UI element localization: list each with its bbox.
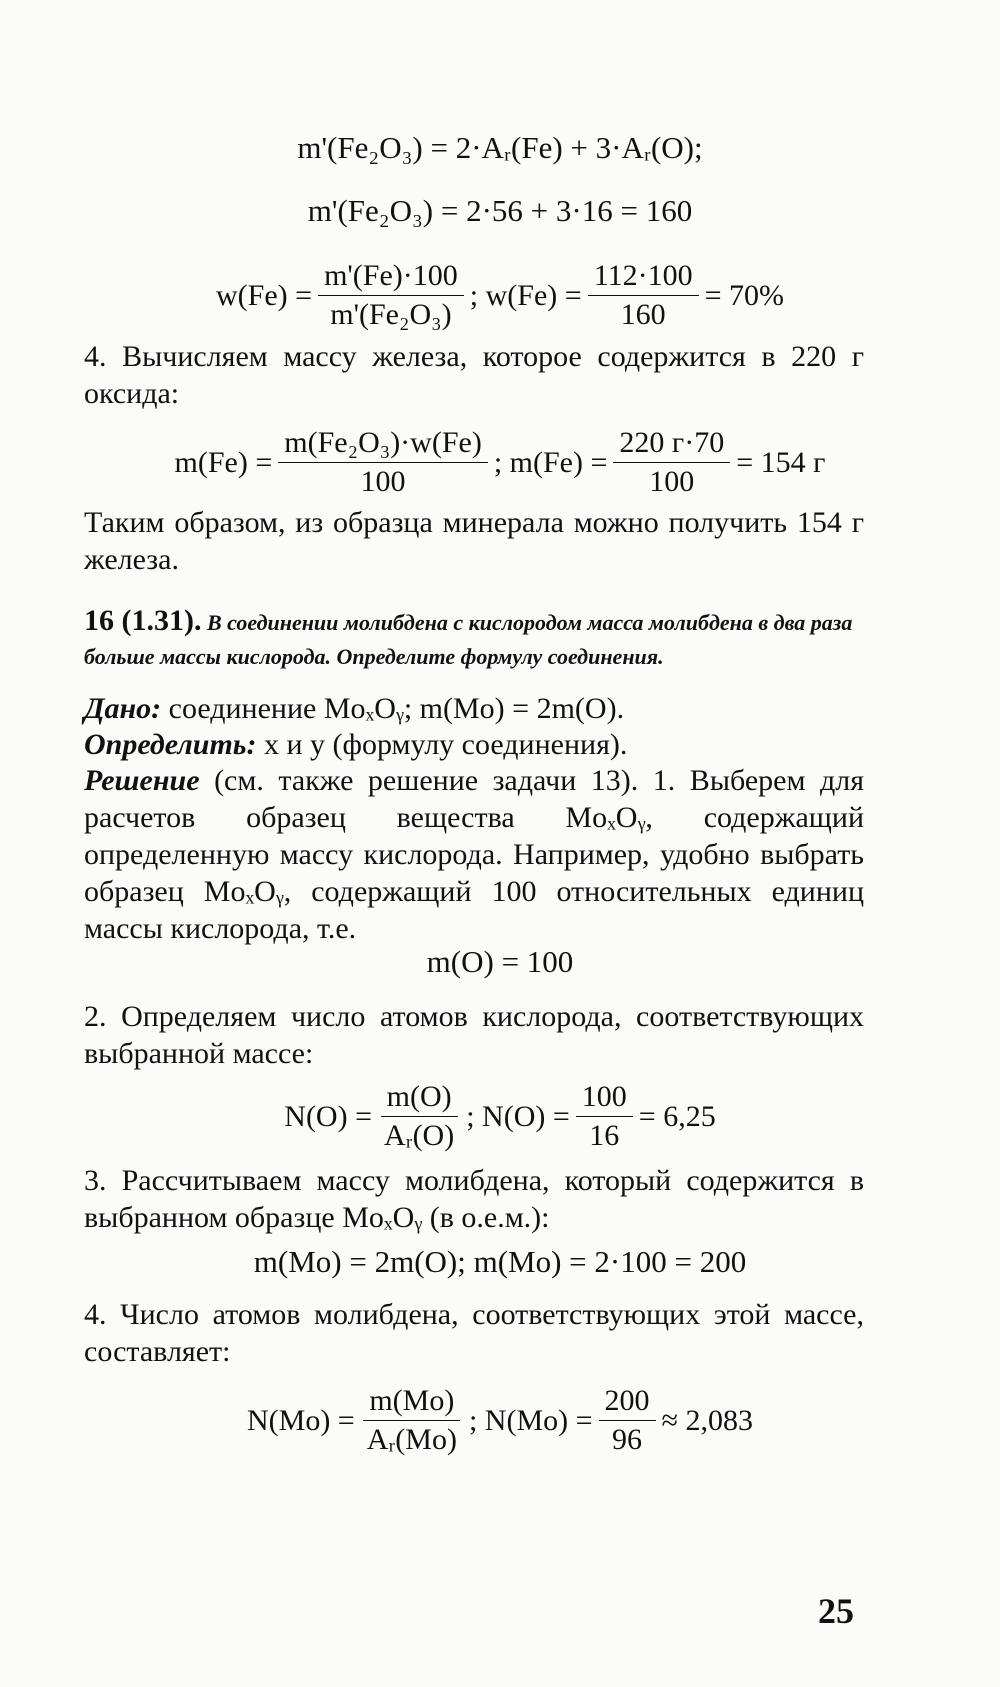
n-mo-mid: ; N(Mo) =: [468, 1403, 593, 1437]
equation-n-mo: [0, 1382, 1000, 1459]
w-fe-denominator-values: 160: [620, 298, 666, 331]
w-fe-fraction-values: [588, 257, 699, 334]
given-label: Дано:: [84, 692, 162, 725]
task-statement: В соединении молибдена с кислородом масса молибдена в два раза больше массы кислорода. Определите формулу соединения.: [84, 610, 853, 669]
n-o-mid: ; N(O) =: [466, 1099, 570, 1133]
equation-n-o: [0, 1078, 1000, 1155]
w-fe-lhs: w(Fe) =: [215, 278, 313, 312]
find-text: x и y (формулу соединения).: [264, 728, 628, 761]
m-fe-mid: ; m(Fe) =: [493, 445, 608, 479]
given-text: соединение MoₓOᵧ; m(Mo) = 2m(O).: [168, 692, 625, 725]
paragraph-step4-mo: 4. Число атомов молибдена, соответствующих этой массе, составляет:: [84, 1298, 864, 1368]
n-mo-fraction-values: [599, 1382, 656, 1459]
w-fe-result: = 70%: [704, 278, 784, 312]
n-o-numerator: m(O): [381, 1078, 458, 1117]
w-fe-fraction: [318, 257, 464, 334]
m-fe-numerator-values: 220 г·70: [613, 424, 730, 463]
m-fe-fraction-values: [613, 424, 730, 501]
n-o-numerator-values: 100: [576, 1078, 633, 1117]
w-fe-denominator: m'(Fe₂O₃): [330, 298, 452, 331]
n-o-fraction-values: [576, 1078, 633, 1155]
w-fe-mid: ; w(Fe) =: [469, 278, 582, 312]
n-mo-denominator-values: 96: [612, 1423, 643, 1456]
equation-m-o: m(O) = 100: [426, 944, 574, 979]
m-fe-denominator: 100: [360, 465, 406, 498]
task-number: 16 (1.31).: [84, 604, 202, 637]
m-fe-lhs: m(Fe) =: [174, 445, 273, 479]
task-header: [84, 604, 864, 674]
m-fe-denominator-values: 100: [649, 465, 695, 498]
page-number: 25: [818, 1591, 854, 1631]
paragraph-step4-fe: 4. Вычисляем массу железа, которое содержится в 220 г оксида:: [84, 340, 864, 410]
n-o-lhs: N(O) =: [284, 1099, 373, 1133]
m-fe-numerator: m(Fe₂O₃)·w(Fe): [278, 424, 488, 463]
find-label: Определить:: [84, 728, 257, 761]
solution-text: (см. также решение задачи 13). 1. Выберем для расчетов образец вещества MoₓOᵧ, содержащий определенную массу кислорода. Например, удобно выбрать образец MoₓOᵧ, содержащий 100 относительных единиц массы кислорода, т.е.: [84, 764, 865, 945]
solution-label: Решение: [84, 764, 200, 797]
solution-paragraph: [84, 762, 864, 947]
w-fe-numerator: m'(Fe)·100: [318, 257, 464, 296]
n-o-result: = 6,25: [638, 1099, 716, 1133]
n-mo-denominator: Aᵣ(Mo): [366, 1423, 457, 1456]
equation-m-mo: m(Mo) = 2m(O); m(Mo) = 2·100 = 200: [253, 1244, 747, 1279]
n-o-denominator: Aᵣ(O): [384, 1119, 455, 1152]
paragraph-step2: 2. Определяем число атомов кислорода, соответствующих выбранной массе:: [84, 1000, 864, 1070]
n-mo-numerator: m(Mo): [363, 1382, 460, 1421]
equation-mass-fe2o3-general: m'(Fe₂O₃) = 2·Aᵣ(Fe) + 3·Aᵣ(O);: [297, 130, 703, 165]
paragraph-conclusion: Таким образом, из образца минерала можно получить 154 г железа.: [84, 506, 864, 576]
equation-mass-fe2o3-value: m'(Fe₂O₃) = 2·56 + 3·16 = 160: [307, 193, 693, 228]
m-fe-result: = 154 г: [736, 445, 826, 479]
paragraph-step3: 3. Рассчитываем массу молибдена, который содержится в выбранном образце MoₓOᵧ (в о.е.м.):: [84, 1164, 864, 1234]
n-mo-numerator-values: 200: [599, 1382, 656, 1421]
given-line: [84, 690, 864, 727]
find-line: [84, 726, 864, 763]
n-mo-lhs: N(Mo) =: [246, 1403, 355, 1437]
n-o-denominator-values: 16: [589, 1119, 620, 1152]
equation-m-fe: [0, 424, 1000, 501]
n-o-fraction: [378, 1078, 460, 1155]
n-mo-result: ≈ 2,083: [661, 1403, 753, 1437]
equation-w-fe: [0, 257, 1000, 334]
m-fe-fraction: [278, 424, 488, 501]
n-mo-fraction: [361, 1382, 463, 1459]
w-fe-numerator-values: 112·100: [588, 257, 699, 296]
